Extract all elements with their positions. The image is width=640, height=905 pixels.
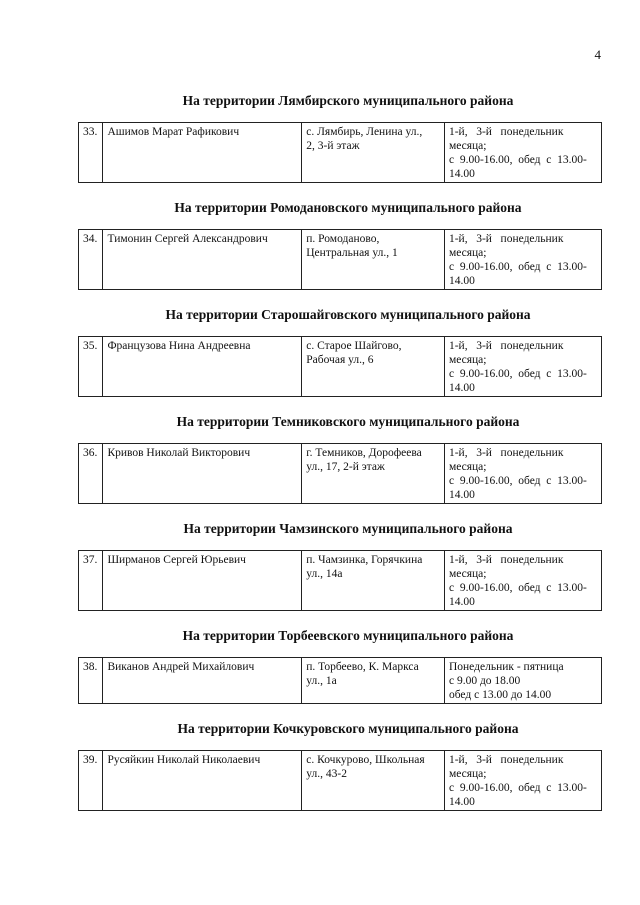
schedule-line: месяца;	[448, 768, 487, 780]
address-cell	[302, 551, 445, 611]
address-line: ул., 17, 2-й этаж	[306, 461, 385, 473]
district-section	[78, 306, 602, 397]
schedule-line: 14.00	[448, 489, 475, 501]
contact-table	[78, 550, 602, 611]
row-number: 37.	[79, 551, 103, 611]
schedule-line: 1-й, 3-й понедельник	[448, 554, 564, 566]
table-row	[79, 751, 602, 811]
address-line: п. Торбеево, К. Маркса	[306, 661, 419, 673]
address-line: с. Лямбирь, Ленина ул.,	[306, 126, 423, 138]
contact-table	[78, 750, 602, 811]
schedule-line: 14.00	[448, 168, 475, 180]
schedule-line: 1-й, 3-й понедельник	[448, 447, 564, 459]
schedule-line: с 9.00-16.00, обед с 13.00-	[448, 261, 587, 273]
row-number: 38.	[79, 658, 103, 704]
table-row	[79, 658, 602, 704]
row-number: 39.	[79, 751, 103, 811]
schedule-cell	[444, 230, 601, 290]
table-row	[79, 123, 602, 183]
district-title: На территории Кочкуровского муниципального района	[177, 721, 519, 736]
address-line: с. Старое Шайгово,	[306, 340, 402, 352]
person-name: Виканов Андрей Михайлович	[103, 658, 302, 704]
district-section	[78, 720, 602, 811]
schedule-line: с 9.00-16.00, обед с 13.00-	[448, 475, 587, 487]
district-section	[78, 627, 602, 704]
contact-table	[78, 443, 602, 504]
contact-table	[78, 122, 602, 183]
schedule-cell	[444, 551, 601, 611]
schedule-line: 1-й, 3-й понедельник	[448, 340, 564, 352]
table-row	[79, 444, 602, 504]
schedule-line: с 9.00-16.00, обед с 13.00-	[448, 782, 587, 794]
person-name: Ширманов Сергей Юрьевич	[103, 551, 302, 611]
address-line: 2, 3-й этаж	[306, 140, 360, 152]
address-line: ул., 14а	[306, 568, 343, 580]
person-name: Ашимов Марат Рафикович	[103, 123, 302, 183]
schedule-cell	[444, 337, 601, 397]
person-name: Кривов Николай Викторович	[103, 444, 302, 504]
schedule-cell	[444, 751, 601, 811]
district-title: На территории Старошайговского муниципального района	[165, 307, 531, 322]
district-section	[78, 199, 602, 290]
address-cell	[302, 123, 445, 183]
schedule-line: с 9.00-16.00, обед с 13.00-	[448, 368, 587, 380]
address-line: ул., 1а	[306, 675, 337, 687]
table-row	[79, 337, 602, 397]
district-title: На территории Темниковского муниципального района	[176, 414, 520, 429]
person-name: Русяйкин Николай Николаевич	[103, 751, 302, 811]
address-line: п. Чамзинка, Горячкина	[306, 554, 423, 566]
address-cell	[302, 337, 445, 397]
district-title: На территории Ромодановского муниципального района	[174, 200, 522, 215]
district-section	[78, 520, 602, 611]
document-body	[78, 92, 602, 827]
district-title: На территории Лямбирского муниципального района	[182, 93, 514, 108]
person-name: Тимонин Сергей Александрович	[103, 230, 302, 290]
schedule-line: месяца;	[448, 354, 487, 366]
schedule-cell	[444, 658, 601, 704]
schedule-line: месяца;	[448, 461, 487, 473]
row-number: 33.	[79, 123, 103, 183]
row-number: 36.	[79, 444, 103, 504]
schedule-line: обед с 13.00 до 14.00	[448, 689, 552, 701]
table-row	[79, 551, 602, 611]
address-line: Центральная ул., 1	[306, 247, 398, 259]
schedule-line: 14.00	[448, 275, 475, 287]
address-cell	[302, 751, 445, 811]
schedule-line: месяца;	[448, 140, 487, 152]
schedule-line: месяца;	[448, 568, 487, 580]
address-cell	[302, 658, 445, 704]
page-number: 4	[594, 47, 601, 62]
schedule-line: с 9.00 до 18.00	[448, 675, 521, 687]
district-section	[78, 413, 602, 504]
schedule-line: 14.00	[448, 796, 475, 808]
contact-table	[78, 657, 602, 704]
row-number: 35.	[79, 337, 103, 397]
schedule-line: месяца;	[448, 247, 487, 259]
person-name: Французова Нина Андреевна	[103, 337, 302, 397]
schedule-line: 1-й, 3-й понедельник	[448, 233, 564, 245]
schedule-cell	[444, 444, 601, 504]
table-row	[79, 230, 602, 290]
address-cell	[302, 230, 445, 290]
schedule-line: 14.00	[448, 382, 475, 394]
district-title: На территории Чамзинского муниципального района	[183, 521, 513, 536]
schedule-line: с 9.00-16.00, обед с 13.00-	[448, 154, 587, 166]
address-line: Рабочая ул., 6	[306, 354, 374, 366]
schedule-line: 1-й, 3-й понедельник	[448, 754, 564, 766]
schedule-cell	[444, 123, 601, 183]
row-number: 34.	[79, 230, 103, 290]
district-section	[78, 92, 602, 183]
contact-table	[78, 229, 602, 290]
contact-table	[78, 336, 602, 397]
schedule-line: с 9.00-16.00, обед с 13.00-	[448, 582, 587, 594]
address-line: п. Ромоданово,	[306, 233, 380, 245]
address-line: с. Кочкурово, Школьная	[306, 754, 425, 766]
address-cell	[302, 444, 445, 504]
schedule-line: Понедельник - пятница	[448, 661, 564, 673]
address-line: ул., 43-2	[306, 768, 347, 780]
address-line: г. Темников, Дорофеева	[306, 447, 422, 459]
schedule-line: 1-й, 3-й понедельник	[448, 126, 564, 138]
schedule-line: 14.00	[448, 596, 475, 608]
district-title: На территории Торбеевского муниципального района	[182, 628, 514, 643]
